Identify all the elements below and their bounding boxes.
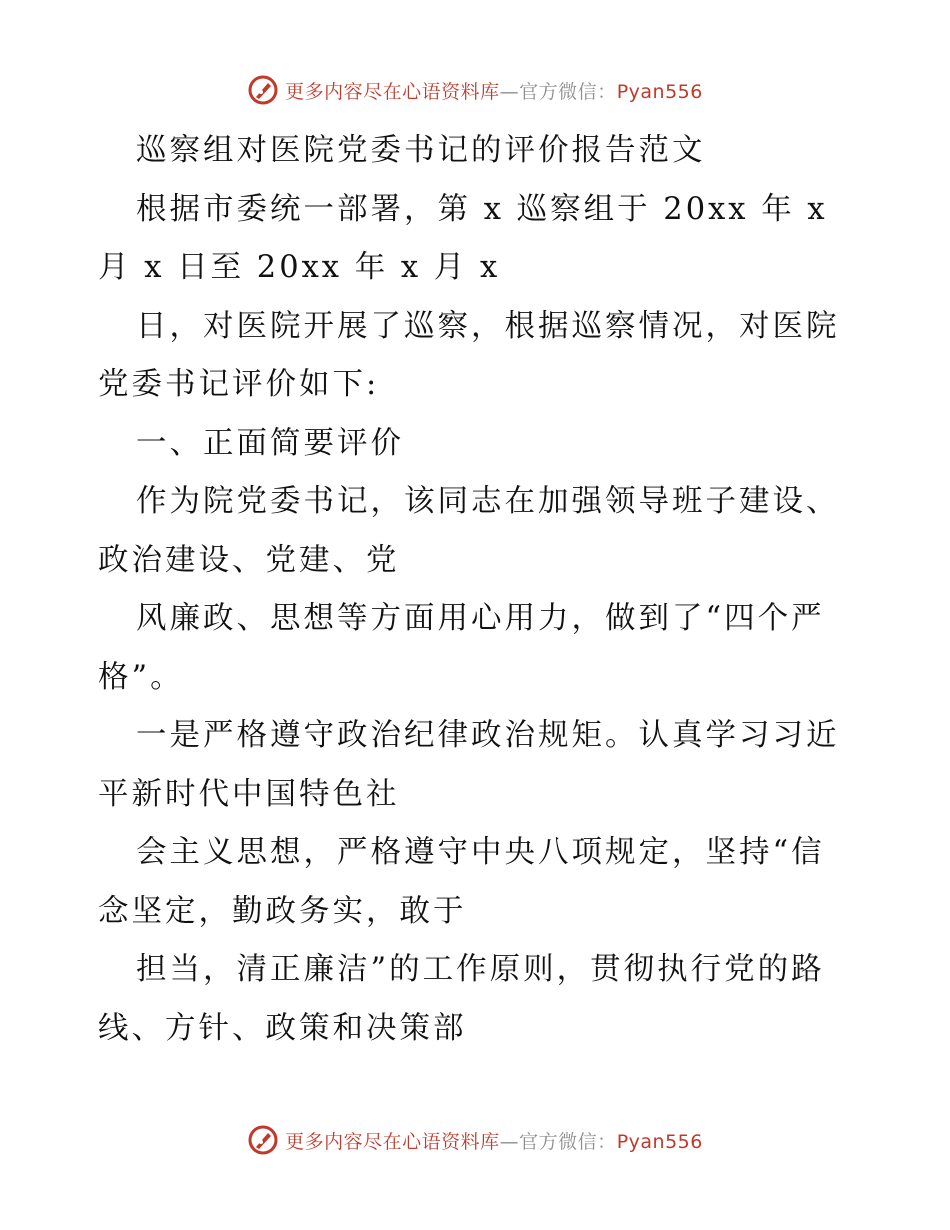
doc-line: 平新时代中国特色社	[98, 776, 400, 812]
document-body	[98, 122, 852, 1058]
header-banner-main: 更多内容尽在心语资料库	[285, 80, 500, 103]
doc-line: 线、方针、政策和决策部	[98, 1010, 467, 1046]
footer-banner-dash: —	[499, 1130, 520, 1153]
doc-section-heading: 一、正面简要评价	[136, 425, 404, 461]
doc-line: 一是严格遵守政治纪律政治规矩。认真学习习近	[136, 718, 840, 753]
doc-line: 根据市委统一部署，第 x 巡察组于 20xx 年 x	[136, 191, 828, 227]
doc-line: 作为院党委书记，该同志在加强领导班子建设、	[136, 484, 840, 519]
footer-banner-inner	[247, 1124, 703, 1156]
doc-title: 巡察组对医院党委书记的评价报告范文	[136, 133, 706, 168]
doc-line: 党委书记评价如下:	[98, 367, 380, 402]
doc-line: 月 x 日至 20xx 年 x 月 x	[98, 250, 501, 285]
header-banner-label: 官方微信：	[519, 80, 617, 103]
doc-line: 格”。	[98, 659, 184, 695]
header-banner	[0, 70, 950, 110]
doc-line: 念坚定，勤政务实，敢于	[98, 893, 467, 929]
doc-line: 会主义思想，严格遵守中央八项规定，坚持“信	[136, 835, 825, 870]
pen-logo-icon	[247, 74, 279, 106]
doc-line: 日，对医院开展了巡察，根据巡察情况，对医院	[136, 308, 840, 344]
footer-banner-main: 更多内容尽在心语资料库	[285, 1130, 500, 1153]
header-banner-id: Pyan556	[616, 80, 703, 103]
footer-banner-id: Pyan556	[616, 1130, 703, 1153]
header-banner-dash: —	[499, 80, 520, 103]
footer-banner-text	[285, 1127, 703, 1154]
pen-logo-icon	[247, 1124, 279, 1156]
footer-banner	[0, 1120, 950, 1160]
footer-banner-label: 官方微信：	[519, 1130, 617, 1153]
header-banner-inner	[247, 74, 703, 106]
doc-line: 担当，清正廉洁”的工作原则，贯彻执行党的路	[136, 952, 825, 987]
doc-line: 风廉政、思想等方面用心用力，做到了“四个严	[136, 601, 825, 636]
doc-line: 政治建设、党建、党	[98, 542, 400, 578]
header-banner-text	[285, 77, 703, 104]
